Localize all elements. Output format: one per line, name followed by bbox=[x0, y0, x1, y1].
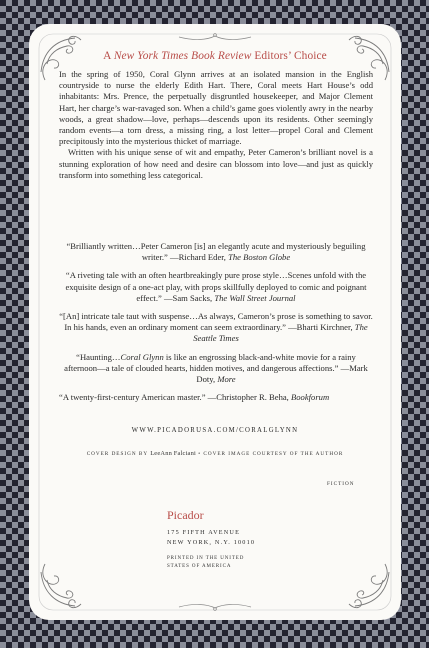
cover-panel bbox=[29, 24, 401, 620]
publisher-address: 175 FIFTH AVENUE NEW YORK, N.Y. 10010 bbox=[167, 529, 256, 546]
review-quote-2: “A riveting tale with an often heartbreakingly pure prose style…Scenes unfold with the exquisite design of a one-act play, with props skillfully deployed to comic and poignant effect.” —Sam Sacks, The Wall Street Journal bbox=[65, 270, 367, 303]
publisher-logo: Picador bbox=[167, 508, 204, 522]
headline-prefix: A bbox=[103, 50, 114, 62]
book-description bbox=[59, 69, 373, 181]
editors-choice-headline bbox=[29, 50, 401, 62]
publisher-url: WWW.PICADORUSA.COM/CORALGLYNN bbox=[131, 427, 299, 434]
review-quotes bbox=[59, 241, 373, 410]
review-quote-5: “A twenty-first-century American master.” —Christopher R. Beha, Bookforum bbox=[59, 392, 330, 403]
review-quote-1: “Brilliantly written…Peter Cameron [is] an elegantly acute and mysteriously beguiling writer.” —Richard Eder, The Boston Globe bbox=[66, 241, 366, 263]
review-quote-4: “Haunting…Coral Glynn is like an engrossing black-and-white movie for a rainy afternoon—a tale of clouded hearts, hidden motives, and dangerous affections.” —Mark Doty, More bbox=[64, 351, 368, 385]
cover-credits: COVER DESIGN BY LeeAnn Falciani • COVER IMAGE COURTESY OF THE AUTHOR bbox=[86, 450, 344, 457]
cover-content bbox=[29, 24, 401, 620]
genre-label: FICTION bbox=[327, 481, 355, 487]
description-paragraph-1: In the spring of 1950, Coral Glynn arrives at an isolated mansion in the English countryside to nurse the elderly Edith Hart. There, Coral meets Hart House’s odd inhabitants: Mrs. Prence, the perpetually disgruntled housekeeper, and Major Clement Hart, her charge’s war-ravaged son. When a child’s game goes violently awry in the nearby woods, a great shadow—love, perhaps—descends upon its residents. Other seemingly random events—a torn dress, a missing ring, a lost letter—propel Coral and Clement precipitously into the mysterious thicket of marriage. bbox=[59, 69, 373, 147]
review-quote-3: “[An] intricate tale taut with suspense…As always, Cameron’s prose is something to savor. In his hands, even an ordinary moment can seem extraordinary.” —Bharti Kirchner, The Seattle Times bbox=[59, 311, 373, 344]
headline-publication: New York Times Book Review bbox=[113, 50, 252, 62]
description-paragraph-2: Written with his unique sense of wit and empathy, Peter Cameron’s brilliant novel is a stunning exploration of how need and desire can blossom into love—and just as quickly transform into something less categorical. bbox=[59, 147, 373, 180]
headline-suffix: Editors’ Choice bbox=[251, 50, 327, 62]
printed-in-usa: PRINTED IN THE UNITED STATES OF AMERICA bbox=[167, 556, 245, 569]
